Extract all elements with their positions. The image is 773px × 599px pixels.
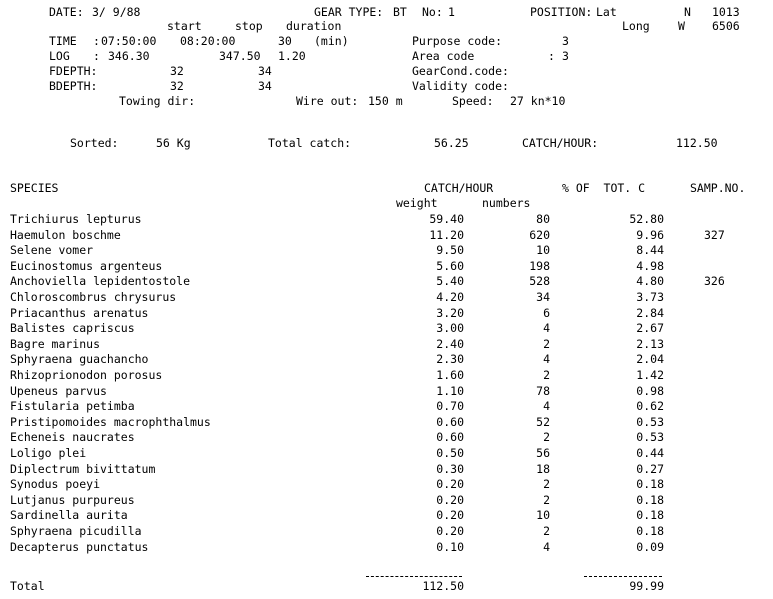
weight-value: 0.70 xyxy=(436,399,464,413)
species-name: Fistularia petimba xyxy=(10,399,135,413)
weight-value: 0.50 xyxy=(436,446,464,460)
numbers-value: 2 xyxy=(543,524,550,538)
species-name: Upeneus parvus xyxy=(10,384,107,398)
sorted-value: 56 Kg xyxy=(156,136,191,150)
wire-out-label: Wire out: xyxy=(296,94,359,108)
pct-value: 4.98 xyxy=(636,259,664,273)
fdepth-start: 32 xyxy=(170,64,184,78)
bdepth-start: 32 xyxy=(170,79,184,93)
species-name: Rhizoprionodon porosus xyxy=(10,368,163,382)
numbers-value: 198 xyxy=(529,259,550,273)
catch-hour-label: CATCH/HOUR: xyxy=(522,136,599,150)
time-label: TIME xyxy=(49,34,77,48)
towing-dir-label: Towing dir: xyxy=(119,94,196,108)
gear-type-label: GEAR TYPE: xyxy=(314,5,384,19)
bdepth-label: BDEPTH: xyxy=(49,79,98,93)
weight-value: 5.40 xyxy=(436,274,464,288)
numbers-value: 18 xyxy=(536,462,550,476)
long-hemisphere: W xyxy=(678,19,685,33)
numbers-value: 2 xyxy=(543,493,550,507)
no-label: No: xyxy=(422,5,443,19)
total-catch-label: Total catch: xyxy=(268,136,352,150)
species-header: SPECIES xyxy=(10,181,59,195)
area-code-value: 3 xyxy=(562,49,569,63)
catch-hour-header: CATCH/HOUR xyxy=(424,181,494,195)
weight-value: 3.00 xyxy=(436,321,464,335)
speed-value: 27 kn*10 xyxy=(510,94,566,108)
total-label: Total xyxy=(10,579,45,593)
pct-value: 9.96 xyxy=(636,228,664,242)
species-name: Echeneis naucrates xyxy=(10,430,135,444)
weight-value: 0.20 xyxy=(436,493,464,507)
total-pct: 99.99 xyxy=(629,579,664,593)
numbers-value: 6 xyxy=(543,306,550,320)
total-pct-divider xyxy=(584,576,662,577)
purpose-code-value: 3 xyxy=(562,34,569,48)
col-start-label: start xyxy=(167,19,202,33)
weight-header: weight xyxy=(396,196,438,210)
total-weight-divider xyxy=(366,576,462,577)
species-name: Balistes capriscus xyxy=(10,321,135,335)
pct-value: 3.73 xyxy=(636,290,664,304)
numbers-value: 4 xyxy=(543,321,550,335)
time-stop: 08:20:00 xyxy=(180,34,236,48)
pct-value: 52.80 xyxy=(629,212,664,226)
weight-value: 1.60 xyxy=(436,368,464,382)
date-value: 3/ 9/88 xyxy=(92,5,141,19)
weight-value: 0.20 xyxy=(436,508,464,522)
species-name: Sphyraena guachancho xyxy=(10,352,149,366)
pct-value: 0.18 xyxy=(636,493,664,507)
gearcond-code-label: GearCond.code: xyxy=(412,64,509,78)
numbers-value: 2 xyxy=(543,430,550,444)
pct-value: 0.53 xyxy=(636,415,664,429)
weight-value: 0.10 xyxy=(436,540,464,554)
samp-no-value: 326 xyxy=(704,274,725,288)
pct-value: 0.62 xyxy=(636,399,664,413)
weight-value: 1.10 xyxy=(436,384,464,398)
numbers-value: 10 xyxy=(536,243,550,257)
pct-value: 0.27 xyxy=(636,462,664,476)
weight-value: 9.50 xyxy=(436,243,464,257)
numbers-header: numbers xyxy=(482,196,531,210)
species-name: Pristipomoides macrophthalmus xyxy=(10,415,211,429)
weight-value: 0.30 xyxy=(436,462,464,476)
lat-label: Lat xyxy=(596,5,617,19)
numbers-value: 56 xyxy=(536,446,550,460)
pct-value: 2.84 xyxy=(636,306,664,320)
numbers-value: 2 xyxy=(543,368,550,382)
weight-value: 11.20 xyxy=(429,228,464,242)
numbers-value: 4 xyxy=(543,540,550,554)
fdepth-label: FDEPTH: xyxy=(49,64,98,78)
long-label: Long xyxy=(622,19,650,33)
time-start: 07:50:00 xyxy=(101,34,157,48)
species-name: Bagre marinus xyxy=(10,337,101,351)
species-name: Sphyraena picudilla xyxy=(10,524,142,538)
sorted-label: Sorted: xyxy=(70,136,119,150)
species-name: Trichiurus lepturus xyxy=(10,212,142,226)
catch-hour-value: 112.50 xyxy=(676,136,718,150)
species-name: Loligo plei xyxy=(10,446,87,460)
weight-value: 0.20 xyxy=(436,524,464,538)
species-name: Anchoviella lepidentostole xyxy=(10,274,191,288)
bdepth-stop: 34 xyxy=(258,79,272,93)
weight-value: 5.60 xyxy=(436,259,464,273)
species-name: Lutjanus purpureus xyxy=(10,493,135,507)
pct-total-header: % OF TOT. C xyxy=(562,181,646,195)
log-duration: 1.20 xyxy=(278,49,306,63)
weight-value: 2.30 xyxy=(436,352,464,366)
no-value: 1 xyxy=(448,5,455,19)
weight-value: 0.60 xyxy=(436,415,464,429)
species-name: Eucinostomus argenteus xyxy=(10,259,163,273)
species-name: Synodus poeyi xyxy=(10,477,101,491)
numbers-value: 4 xyxy=(543,399,550,413)
numbers-value: 2 xyxy=(543,477,550,491)
pct-value: 0.18 xyxy=(636,477,664,491)
col-stop-label: stop xyxy=(235,19,263,33)
position-label: POSITION: xyxy=(530,5,593,19)
species-name: Chloroscombrus chrysurus xyxy=(10,290,177,304)
gear-type-value: BT xyxy=(393,5,407,19)
weight-value: 59.40 xyxy=(429,212,464,226)
validity-code-label: Validity code: xyxy=(412,79,509,93)
log-label: LOG xyxy=(49,49,70,63)
pct-value: 0.44 xyxy=(636,446,664,460)
species-name: Decapterus punctatus xyxy=(10,540,149,554)
pct-value: 0.09 xyxy=(636,540,664,554)
area-code-label: Area code xyxy=(412,49,475,63)
species-name: Diplectrum bivittatum xyxy=(10,462,156,476)
purpose-code-label: Purpose code: xyxy=(412,34,503,48)
pct-value: 2.67 xyxy=(636,321,664,335)
total-weight: 112.50 xyxy=(422,579,464,593)
samp-no-value: 327 xyxy=(704,228,725,242)
pct-value: 0.18 xyxy=(636,524,664,538)
pct-value: 2.13 xyxy=(636,337,664,351)
weight-value: 2.40 xyxy=(436,337,464,351)
pct-value: 2.04 xyxy=(636,352,664,366)
numbers-value: 2 xyxy=(543,337,550,351)
numbers-value: 34 xyxy=(536,290,550,304)
total-catch-value: 56.25 xyxy=(434,136,469,150)
weight-value: 0.20 xyxy=(436,477,464,491)
pct-value: 0.53 xyxy=(636,430,664,444)
log-stop: 347.50 xyxy=(219,49,261,63)
numbers-value: 528 xyxy=(529,274,550,288)
species-name: Haemulon boschme xyxy=(10,228,121,242)
log-start: 346.30 xyxy=(108,49,150,63)
numbers-value: 10 xyxy=(536,508,550,522)
pct-value: 0.98 xyxy=(636,384,664,398)
weight-value: 0.60 xyxy=(436,430,464,444)
fdepth-stop: 34 xyxy=(258,64,272,78)
date-label: DATE: xyxy=(49,5,84,19)
time-unit: (min) xyxy=(314,34,349,48)
weight-value: 3.20 xyxy=(436,306,464,320)
numbers-value: 4 xyxy=(543,352,550,366)
speed-label: Speed: xyxy=(452,94,494,108)
pct-value: 1.42 xyxy=(636,368,664,382)
wire-out-value: 150 m xyxy=(368,94,403,108)
weight-value: 4.20 xyxy=(436,290,464,304)
col-duration-label: duration xyxy=(286,19,342,33)
long-value: 6506 xyxy=(712,19,740,33)
species-name: Selene vomer xyxy=(10,243,94,257)
time-duration: 30 xyxy=(278,34,292,48)
pct-value: 4.80 xyxy=(636,274,664,288)
pct-value: 8.44 xyxy=(636,243,664,257)
samp-no-header: SAMP.NO. xyxy=(690,181,746,195)
species-name: Priacanthus arenatus xyxy=(10,306,149,320)
numbers-value: 52 xyxy=(536,415,550,429)
pct-value: 0.18 xyxy=(636,508,664,522)
numbers-value: 78 xyxy=(536,384,550,398)
numbers-value: 620 xyxy=(529,228,550,242)
species-name: Sardinella aurita xyxy=(10,508,128,522)
lat-value: 1013 xyxy=(712,5,740,19)
numbers-value: 80 xyxy=(536,212,550,226)
lat-hemisphere: N xyxy=(684,5,691,19)
